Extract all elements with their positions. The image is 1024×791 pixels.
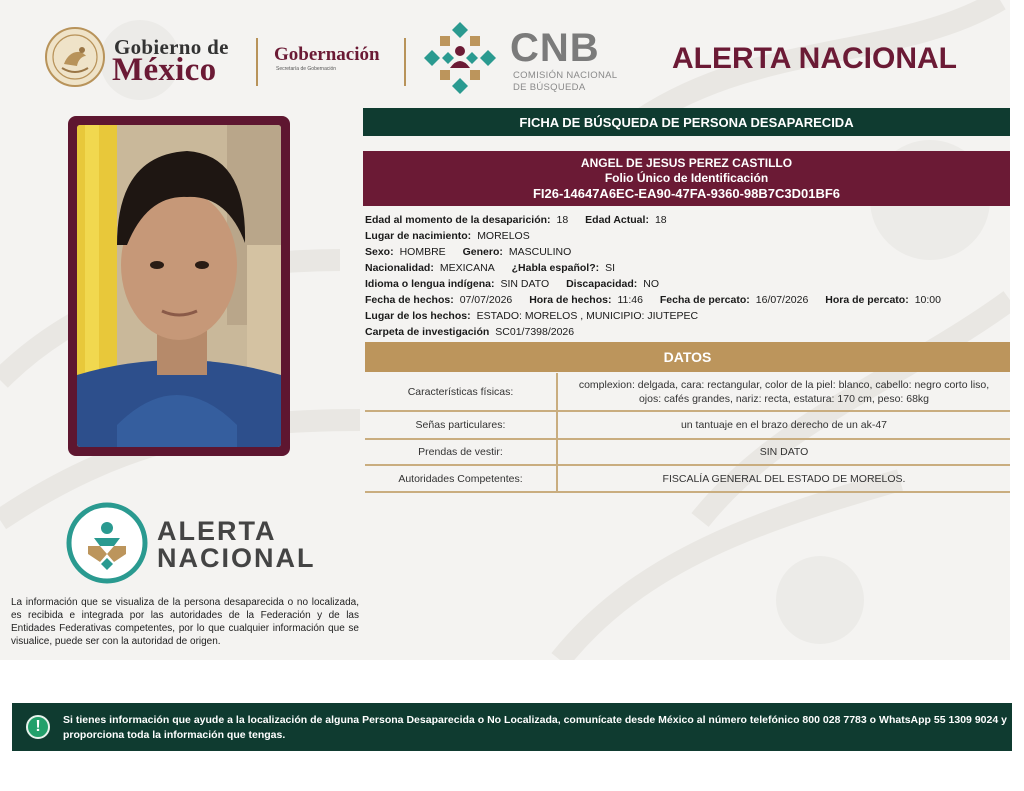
sexo-value: HOMBRE <box>399 246 446 258</box>
discapacidad-label: Discapacidad: <box>566 278 638 290</box>
folio-value: FI26-14647A6EC-EA90-47FA-9360-98B7C3D01BF6 <box>532 186 841 201</box>
person-photo <box>77 125 281 447</box>
mexico-label: México <box>112 52 217 88</box>
person-info <box>365 212 1010 340</box>
habla-value: SI <box>605 262 616 274</box>
cnb-sublabel <box>513 70 617 94</box>
lugar-nacimiento-label: Lugar de nacimiento: <box>365 230 472 242</box>
header-separator <box>404 38 406 86</box>
datos-title-bar: DATOS <box>365 342 1010 372</box>
info-row <box>365 292 1010 308</box>
carpeta-value: SC01/7398/2026 <box>495 326 575 338</box>
info-row <box>365 244 1010 260</box>
fecha-percato-value: 16/07/2026 <box>755 294 809 306</box>
datos-value: FISCALÍA GENERAL DEL ESTADO DE MORELOS. <box>662 472 906 485</box>
datos-value: SIN DATO <box>759 446 809 458</box>
hora-percato-label: Hora de percato: <box>825 294 909 306</box>
habla-label: ¿Habla español?: <box>511 262 600 274</box>
datos-value: un tantuaje en el brazo derecho de un ak-47 <box>680 419 888 431</box>
edad-desaparicion-value: 18 <box>556 214 569 226</box>
carpeta-label: Carpeta de investigación <box>365 326 490 338</box>
table-row <box>365 440 1010 466</box>
cnb-sub-line1: COMISIÓN NACIONAL <box>513 70 618 81</box>
gobernacion-label: Gobernación <box>274 44 380 65</box>
fecha-percato-label: Fecha de percato: <box>659 294 750 306</box>
genero-value: MASCULINO <box>508 246 572 258</box>
edad-desaparicion-label: Edad al momento de la desaparición: <box>365 214 551 226</box>
edad-actual-label: Edad Actual: <box>585 214 649 226</box>
datos-table <box>365 373 1010 493</box>
fecha-hechos-value: 07/07/2026 <box>459 294 513 306</box>
info-row <box>365 212 1010 228</box>
fecha-hechos-label: Fecha de hechos: <box>365 294 454 306</box>
info-row <box>365 308 1010 324</box>
ficha-title-bar: FICHA DE BÚSQUEDA DE PERSONA DESAPARECIDA <box>363 108 1010 136</box>
disclaimer-text: La información que se visualiza de la persona desaparecida o no localizada, es recibida e integrada por las autoridades de la Federación y de las Entidades Federativas competentes, por lo que cualquier información que se visualice, puede ser con la autoridad de origen. <box>11 597 359 647</box>
idioma-value: SIN DATO <box>500 278 550 290</box>
alerta-logo-line1: ALERTA <box>157 516 277 546</box>
lugar-hechos-label: Lugar de los hechos: <box>365 310 471 322</box>
nacionalidad-value: MEXICANA <box>439 262 495 274</box>
hora-hechos-value: 11:46 <box>617 294 643 306</box>
genero-label: Genero: <box>462 246 503 258</box>
datos-label: Autoridades Competentes: <box>365 466 558 491</box>
idioma-label: Idioma o lengua indígena: <box>365 278 495 290</box>
alerta-logo-line2: NACIONAL <box>157 543 316 573</box>
info-row <box>365 260 1010 276</box>
lugar-hechos-value: ESTADO: MORELOS , MUNICIPIO: JIUTEPEC <box>476 310 699 322</box>
folio-label: Folio Único de Identificación <box>604 171 769 185</box>
alerta-nacional-logo-text <box>157 518 316 572</box>
cnb-label: CNB <box>510 26 600 70</box>
datos-label: Señas particulares: <box>365 412 558 438</box>
info-row <box>365 324 1010 340</box>
table-row <box>365 412 1010 440</box>
header <box>0 0 1024 100</box>
info-row <box>365 276 1010 292</box>
hora-percato-value: 10:00 <box>914 294 941 306</box>
edad-actual-value: 18 <box>654 214 667 226</box>
discapacidad-value: NO <box>643 278 660 290</box>
photo-frame <box>68 116 290 456</box>
datos-label: Características físicas: <box>365 373 558 410</box>
sexo-label: Sexo: <box>365 246 394 258</box>
info-row <box>365 228 1010 244</box>
header-separator <box>256 38 258 86</box>
exclamation-icon: ! <box>26 715 50 739</box>
person-name: ANGEL DE JESUS PEREZ CASTILLO <box>580 156 793 170</box>
lugar-nacimiento-value: MORELOS <box>477 230 530 242</box>
person-header <box>363 151 1010 206</box>
datos-label: Prendas de vestir: <box>365 440 558 464</box>
cnb-sub-line2: DE BÚSQUEDA <box>513 82 586 93</box>
footer-banner <box>12 703 1012 751</box>
alerta-nacional-title: ALERTA NACIONAL <box>672 42 957 75</box>
table-row <box>365 466 1010 493</box>
escudo-nacional-icon <box>44 26 106 88</box>
hora-hechos-label: Hora de hechos: <box>529 294 612 306</box>
gobierno-label: Gobierno de <box>114 35 229 59</box>
table-row <box>365 373 1010 412</box>
datos-value: complexion: delgada, cara: rectangular, color de la piel: blanco, cabello: negro corto liso, ojos: cafés grandes, nariz: recta, estatura: 170 cm, peso: 68kg <box>578 378 990 405</box>
alerta-nacional-logo-icon <box>66 502 148 584</box>
footer-text: Si tienes información que ayude a la localización de alguna Persona Desaparecida o No Localizada, comunícate desde México al número telefónico 800 028 7783 o WhatsApp 55 1309 9024 y proporciona toda la información que tengas. <box>63 714 1007 741</box>
nacionalidad-label: Nacionalidad: <box>365 262 434 274</box>
gobernacion-sublabel: Secretaría de Gobernación <box>276 66 337 72</box>
cnb-logo-icon <box>420 18 500 98</box>
